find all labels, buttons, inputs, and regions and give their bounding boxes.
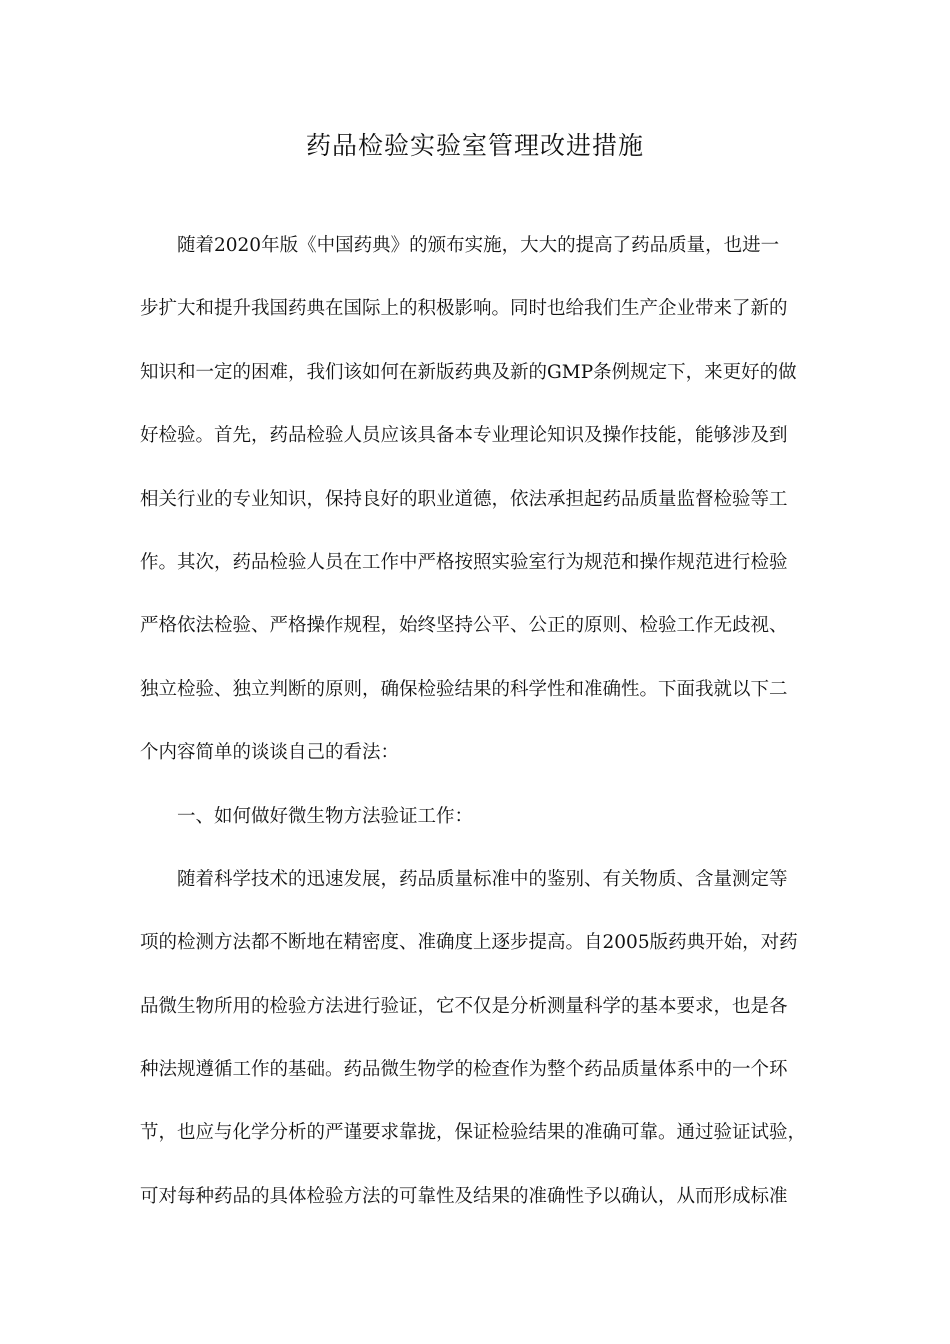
document-body [140, 226, 820, 1240]
paragraph-line: 项的检测方法都不断地在精密度、准确度上逐步提高。自2005版药典开始，对药 [140, 932, 798, 954]
paragraph-line: 品微生物所用的检验方法进行验证，它不仅是分析测量科学的基本要求，也是各 [140, 995, 788, 1017]
paragraph-line: 作。其次，药品检验人员在工作中严格按照实验室行为规范和操作规范进行检验 [140, 551, 788, 573]
paragraph-line: 随着科学技术的迅速发展，药品质量标准中的鉴别、有关物质、含量测定等 [177, 868, 788, 890]
paragraph-line: 步扩大和提升我国药典在国际上的积极影响。同时也给我们生产企业带来了新的 [140, 298, 788, 320]
paragraph-line: 可对每种药品的具体检验方法的可靠性及结果的准确性予以确认，从而形成标准 [140, 1185, 788, 1207]
paragraph-line: 好检验。首先，药品检验人员应该具备本专业理论知识及操作技能，能够涉及到 [140, 425, 788, 447]
paragraph-line: 个内容简单的谈谈自己的看法： [140, 742, 400, 764]
section-heading: 一、如何做好微生物方法验证工作： [177, 805, 474, 827]
paragraph-line: 知识和一定的困难，我们该如何在新版药典及新的GMP条例规定下，来更好的做 [140, 361, 797, 383]
paragraph-line: 严格依法检验、严格操作规程，始终坚持公平、公正的原则、检验工作无歧视、 [140, 615, 788, 637]
paragraph-line: 节，也应与化学分析的严谨要求靠拢，保证检验结果的准确可靠。通过验证试验， [140, 1122, 807, 1144]
paragraph-line: 独立检验、独立判断的原则，确保检验结果的科学性和准确性。下面我就以下二 [140, 678, 788, 700]
paragraph-line: 相关行业的专业知识，保持良好的职业道德，依法承担起药品质量监督检验等工 [140, 488, 788, 510]
paragraph-line: 随着2020年版《中国药典》的颁布实施，大大的提高了药品质量，也进一 [177, 235, 780, 256]
document-title: 药品检验实验室管理改进措施 [305, 131, 644, 160]
paragraph-line: 种法规遵循工作的基础。药品微生物学的检查作为整个药品质量体系中的一个环 [140, 1059, 788, 1081]
